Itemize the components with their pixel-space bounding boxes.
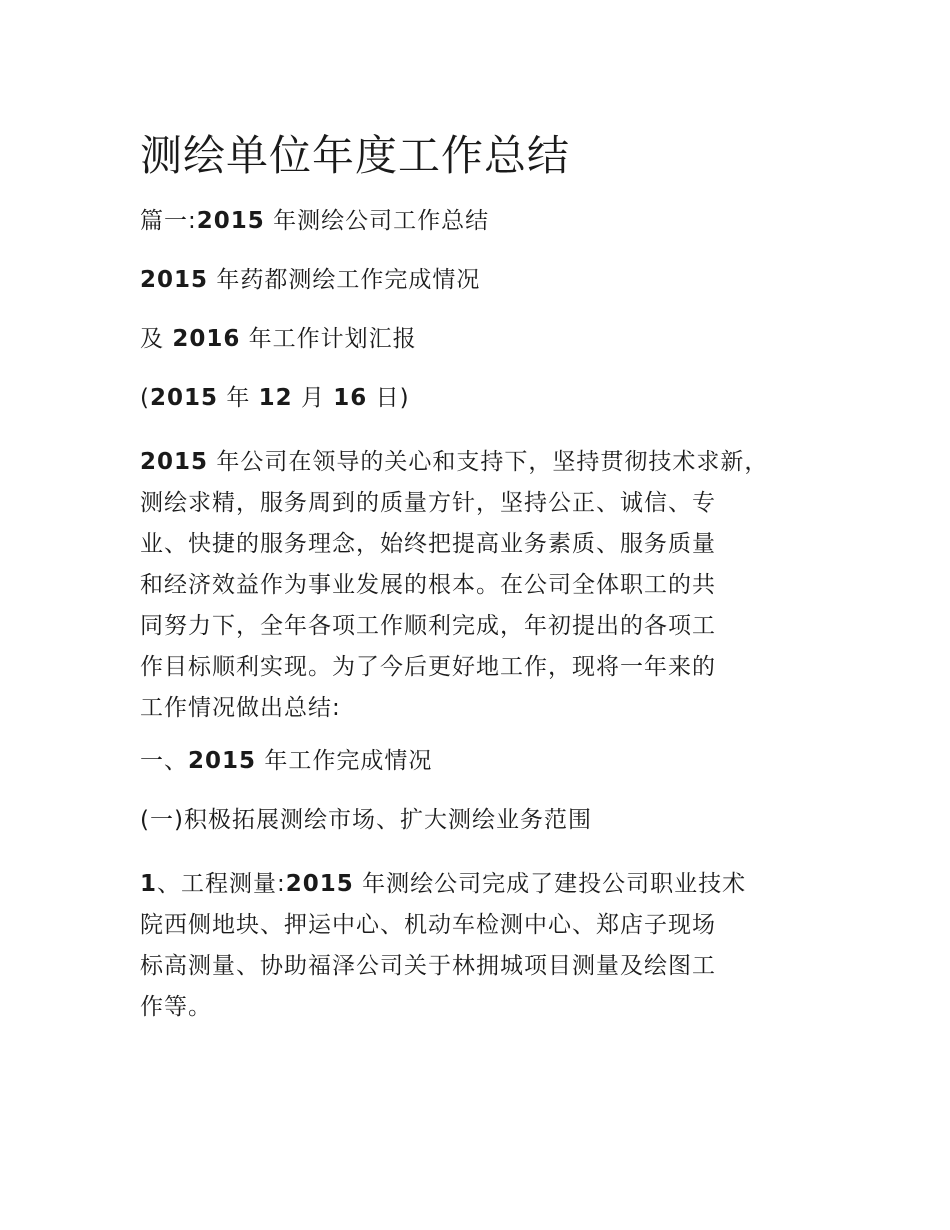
heading2-rest: 年工作计划汇报 [248,326,417,352]
date-year-unit: 年 [226,385,251,411]
section1-prefix: 一、 [140,748,188,774]
intro-paragraph [140,442,840,729]
intro-line: 作目标顺利实现。为了今后更好地工作，现将一年来的 [140,654,716,680]
date-open: ( [140,385,150,411]
heading-line-2 [140,324,840,354]
heading1-rest: 年药都测绘工作完成情况 [216,267,481,293]
intro-year: 2015 [140,449,209,475]
section1-rest: 年工作完成情况 [264,748,433,774]
subtitle-rest: 年测绘公司工作总结 [273,208,490,234]
date-month-unit: 月 [300,385,325,411]
item1-line [140,864,840,905]
intro-line: 和经济效益作为事业发展的根本。在公司全体职工的共 [140,572,716,598]
intro-line-text: 年公司在领导的关心和支持下，坚持贯彻技术求新， [216,449,769,475]
item1-year: 2015 [285,871,354,897]
item1-paragraph [140,864,840,1028]
section-heading [140,746,840,776]
heading-line-1 [140,265,840,295]
date-day: 16 [333,385,368,411]
heading1-year: 2015 [140,267,209,293]
date-year: 2015 [149,385,218,411]
item1-line-text: 年测绘公司完成了建投公司职业技术 [362,871,747,897]
subtitle-line [140,206,840,236]
intro-line: 同努力下，全年各项工作顺利完成，年初提出的各项工 [140,613,716,639]
date-month: 12 [258,385,293,411]
section1-year: 2015 [188,748,257,774]
item1-line: 院西侧地块、押运中心、机动车检测中心、郑店子现场 [140,912,716,938]
subtitle-prefix: 篇一: [140,208,197,234]
heading2-year: 2016 [172,326,241,352]
subtitle-year: 2015 [196,208,265,234]
item1-line: 作等。 [140,994,212,1020]
heading2-prefix: 及 [140,326,164,352]
intro-line: 业、快捷的服务理念，始终把提高业务素质、服务质量 [140,531,716,557]
date-line [140,383,840,413]
intro-line: 测绘求精，服务周到的质量方针，坚持公正、诚信、专 [140,490,716,516]
subsection-heading: (一)积极拓展测绘市场、扩大测绘业务范围 [140,807,592,833]
intro-line: 工作情况做出总结: [140,695,341,721]
item1-num: 1 [140,871,158,897]
item1-line: 标高测量、协助福泽公司关于林拥城项目测量及绘图工 [140,953,716,979]
document-title: 测绘单位年度工作总结 [140,131,571,180]
item1-mid: 、工程测量: [157,871,286,897]
document-page [140,128,840,1045]
intro-line [140,442,840,483]
date-day-unit: 日) [375,385,410,411]
